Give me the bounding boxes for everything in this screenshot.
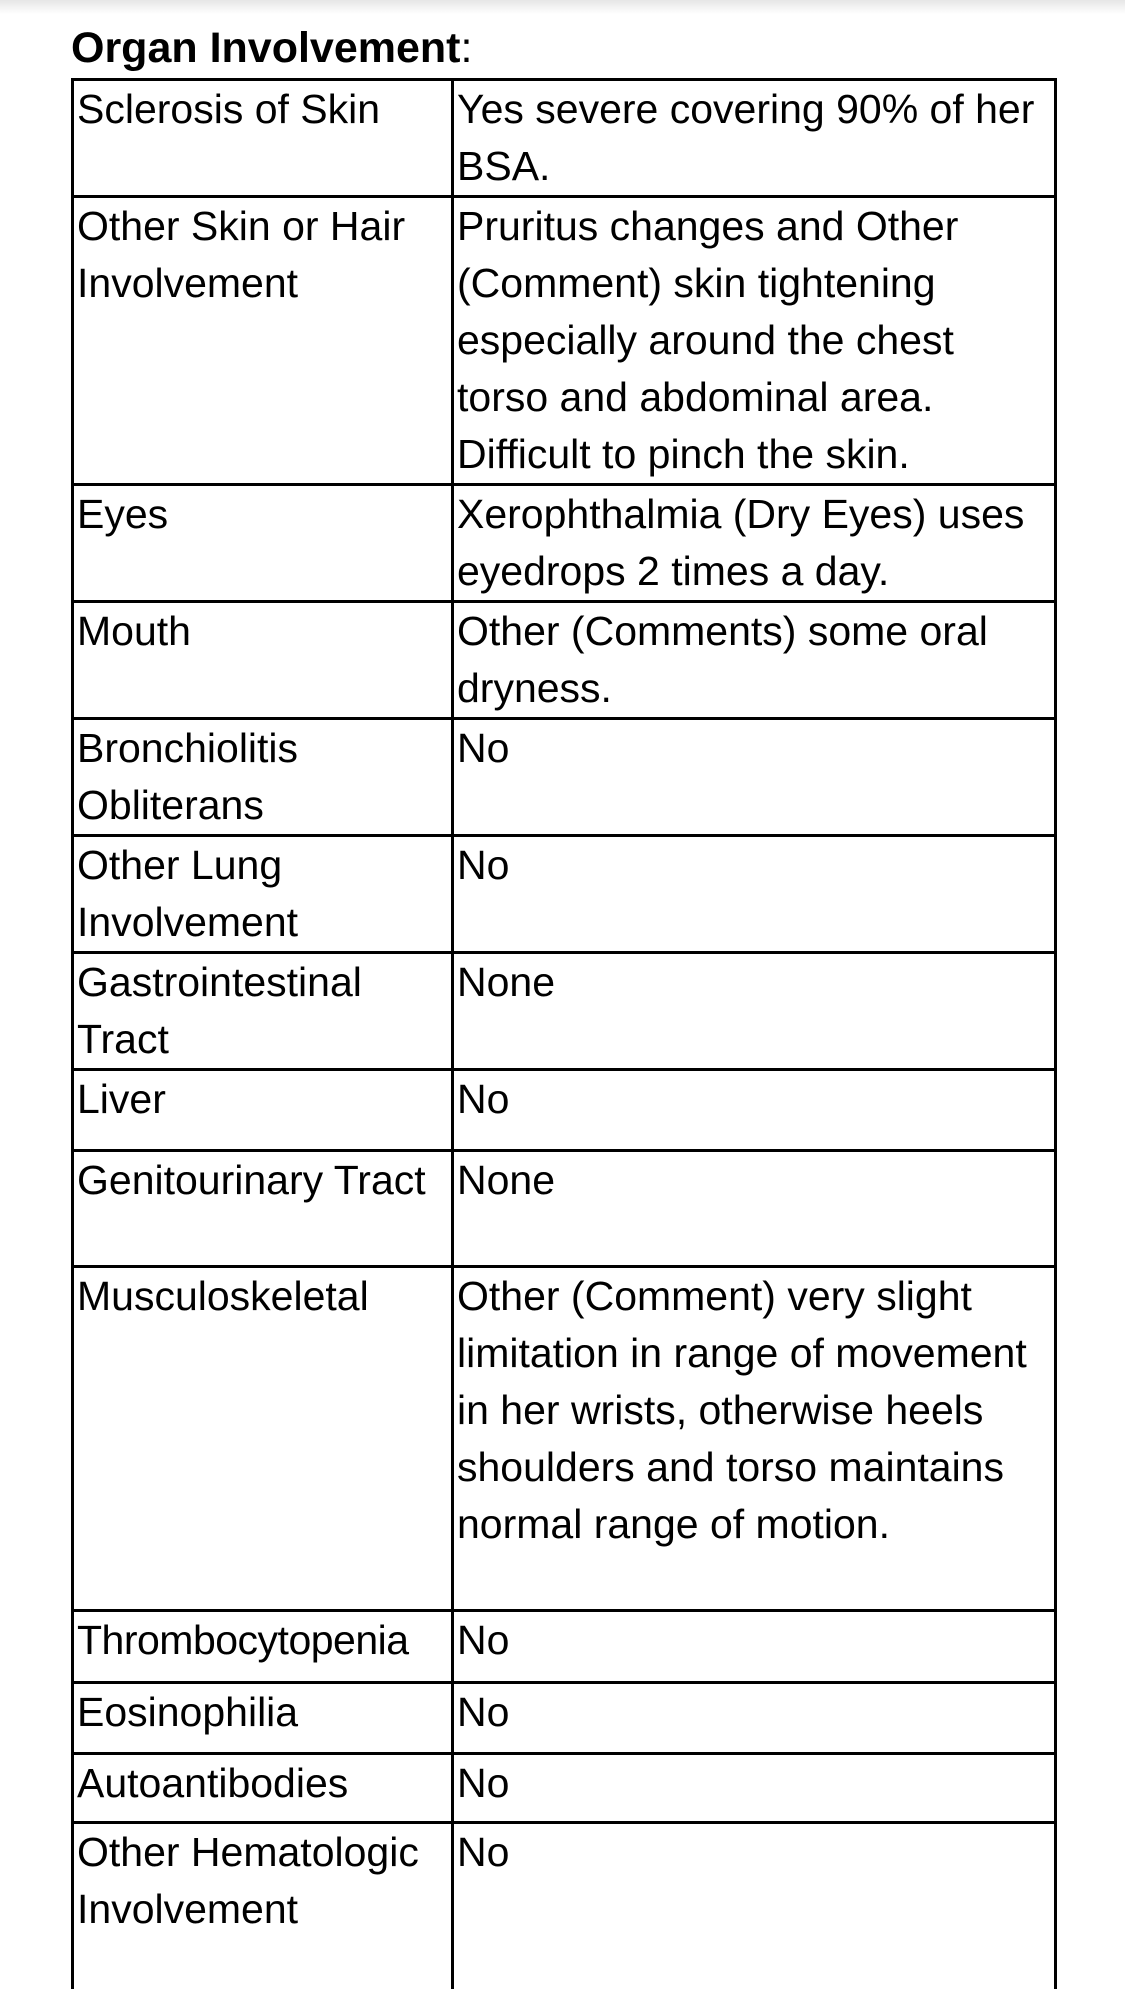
table-row	[73, 1267, 1056, 1611]
row-label: Genitourinary Tract	[73, 1151, 453, 1267]
row-value: None	[453, 953, 1056, 1070]
row-value: No	[453, 1754, 1056, 1823]
row-value: No	[453, 719, 1056, 836]
table-row	[73, 953, 1056, 1070]
row-label: Eyes	[73, 485, 453, 602]
row-value: Other (Comments) some oral dryness.	[453, 602, 1056, 719]
row-value: No	[453, 1683, 1056, 1754]
table-row	[73, 719, 1056, 836]
table-row	[73, 1823, 1056, 1989]
row-value: Yes severe covering 90% of her BSA.	[453, 80, 1056, 197]
section-colon: :	[460, 24, 473, 72]
section-heading	[71, 22, 472, 74]
row-label: Gastrointestinal Tract	[73, 953, 453, 1070]
row-value: No	[453, 1823, 1056, 1989]
row-label: Thrombocytopenia	[73, 1611, 453, 1683]
row-value: No	[453, 836, 1056, 953]
row-label: Sclerosis of Skin	[73, 80, 453, 197]
section-title: Organ Involvement	[71, 24, 461, 72]
table-row	[73, 1611, 1056, 1683]
table-row	[73, 602, 1056, 719]
table-row	[73, 1070, 1056, 1151]
row-label: Eosinophilia	[73, 1683, 453, 1754]
table-row	[73, 1683, 1056, 1754]
row-value: None	[453, 1151, 1056, 1267]
row-value: Pruritus changes and Other (Comment) skin tightening especially around the chest torso and abdominal area. Difficult to pinch the skin.	[453, 197, 1056, 485]
row-label: Mouth	[73, 602, 453, 719]
row-value: No	[453, 1611, 1056, 1683]
organ-involvement-table	[71, 78, 1057, 1989]
row-label: Other Lung Involvement	[73, 836, 453, 953]
row-value: Other (Comment) very slight limitation in range of movement in her wrists, otherwise heels shoulders and torso maintains normal range of motion.	[453, 1267, 1056, 1611]
row-label: Musculoskeletal	[73, 1267, 453, 1611]
row-label: Autoantibodies	[73, 1754, 453, 1823]
row-label: Bronchiolitis Obliterans	[73, 719, 453, 836]
row-value: No	[453, 1070, 1056, 1151]
table-row	[73, 80, 1056, 197]
row-value: Xerophthalmia (Dry Eyes) uses eyedrops 2 times a day.	[453, 485, 1056, 602]
top-shadow	[0, 0, 1125, 14]
row-label: Liver	[73, 1070, 453, 1151]
table-row	[73, 197, 1056, 485]
table-row	[73, 485, 1056, 602]
row-label: Other Skin or Hair Involvement	[73, 197, 453, 485]
table-row	[73, 836, 1056, 953]
table-row	[73, 1151, 1056, 1267]
row-label: Other Hematologic Involvement	[73, 1823, 453, 1989]
table-row	[73, 1754, 1056, 1823]
